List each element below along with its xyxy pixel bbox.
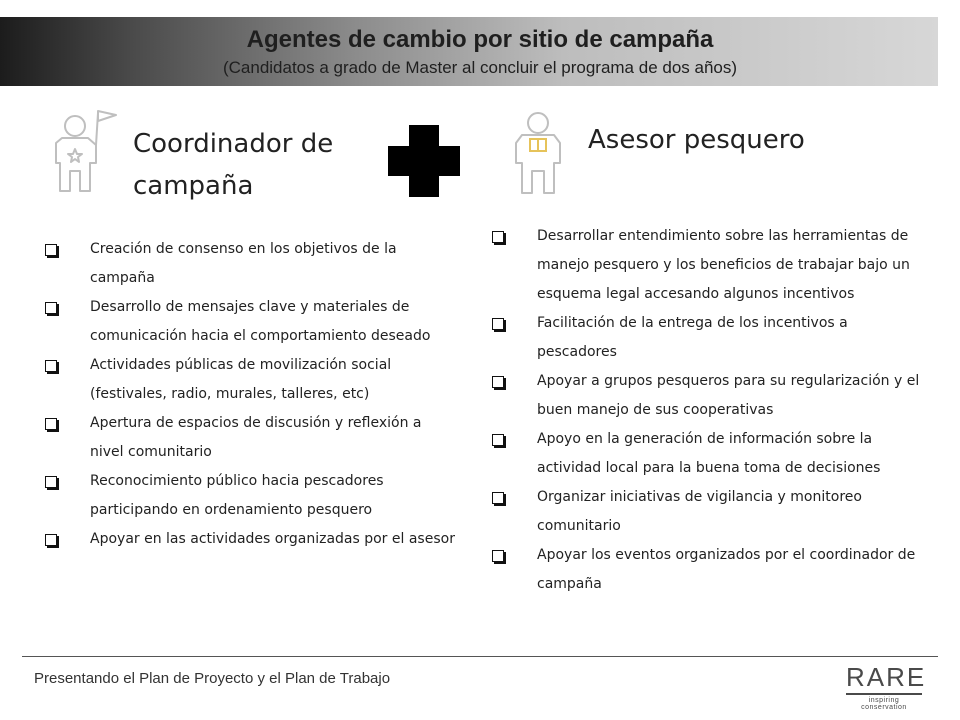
checkbox-bullet-icon [492,492,504,504]
list-item: Apoyar los eventos organizados por el coordinador de campaña [492,541,922,599]
coordinator-title-line1: Coordinador de [133,129,334,159]
checkbox-bullet-icon [492,434,504,446]
list-item: Actividades públicas de movilización social (festivales, radio, murales, talleres, etc) [45,351,455,409]
advisor-responsibilities [492,222,922,599]
list-item: Desarrollar entendimiento sobre las herramientas de manejo pesquero y los beneficios de trabajar bajo un esquema legal accesando algunos incentivos [492,222,922,309]
list-item: Apertura de espacios de discusión y reflexión a nivel comunitario [45,409,455,467]
checkbox-bullet-icon [492,550,504,562]
footer-text: Presentando el Plan de Proyecto y el Plan de Trabajo [34,670,391,687]
logo-rule [846,693,922,695]
logo-wordmark: RARE [846,662,927,692]
logo-tagline: inspiring conservation [861,697,907,711]
page-title: Agentes de cambio por sitio de campaña [246,26,714,53]
checkbox-bullet-icon [45,302,57,314]
list-item: Desarrollo de mensajes clave y materiales de comunicación hacia el comportamiento deseado [45,293,455,351]
list-item: Organizar iniciativas de vigilancia y monitoreo comunitario [492,483,922,541]
advisor-title: Asesor pesquero [588,125,805,155]
checkbox-bullet-icon [45,476,57,488]
checkbox-bullet-icon [45,534,57,546]
page-subtitle: (Candidatos a grado de Master al concluir el programa de dos años) [222,58,738,77]
person-with-flag-icon [52,107,124,193]
checkbox-bullet-icon [45,244,57,256]
footer-divider [22,656,938,657]
checkbox-bullet-icon [492,231,504,243]
checkbox-bullet-icon [45,360,57,372]
rare-logo [846,662,927,711]
checkbox-bullet-icon [492,318,504,330]
list-item: Reconocimiento público hacia pescadores participando en ordenamiento pesquero [45,467,455,525]
coordinator-responsibilities [45,235,455,554]
list-item: Apoyar en las actividades organizadas por el asesor [45,525,455,554]
plus-icon [388,125,460,197]
list-item: Facilitación de la entrega de los incentivos a pescadores [492,309,922,367]
list-item: Creación de consenso en los objetivos de la campaña [45,235,455,293]
person-with-vest-icon [510,109,566,195]
list-item: Apoyar a grupos pesqueros para su regularización y el buen manejo de sus cooperativas [492,367,922,425]
list-item: Apoyo en la generación de información sobre la actividad local para la buena toma de decisiones [492,425,922,483]
checkbox-bullet-icon [492,376,504,388]
checkbox-bullet-icon [45,418,57,430]
coordinator-title-line2: campaña [133,171,254,201]
